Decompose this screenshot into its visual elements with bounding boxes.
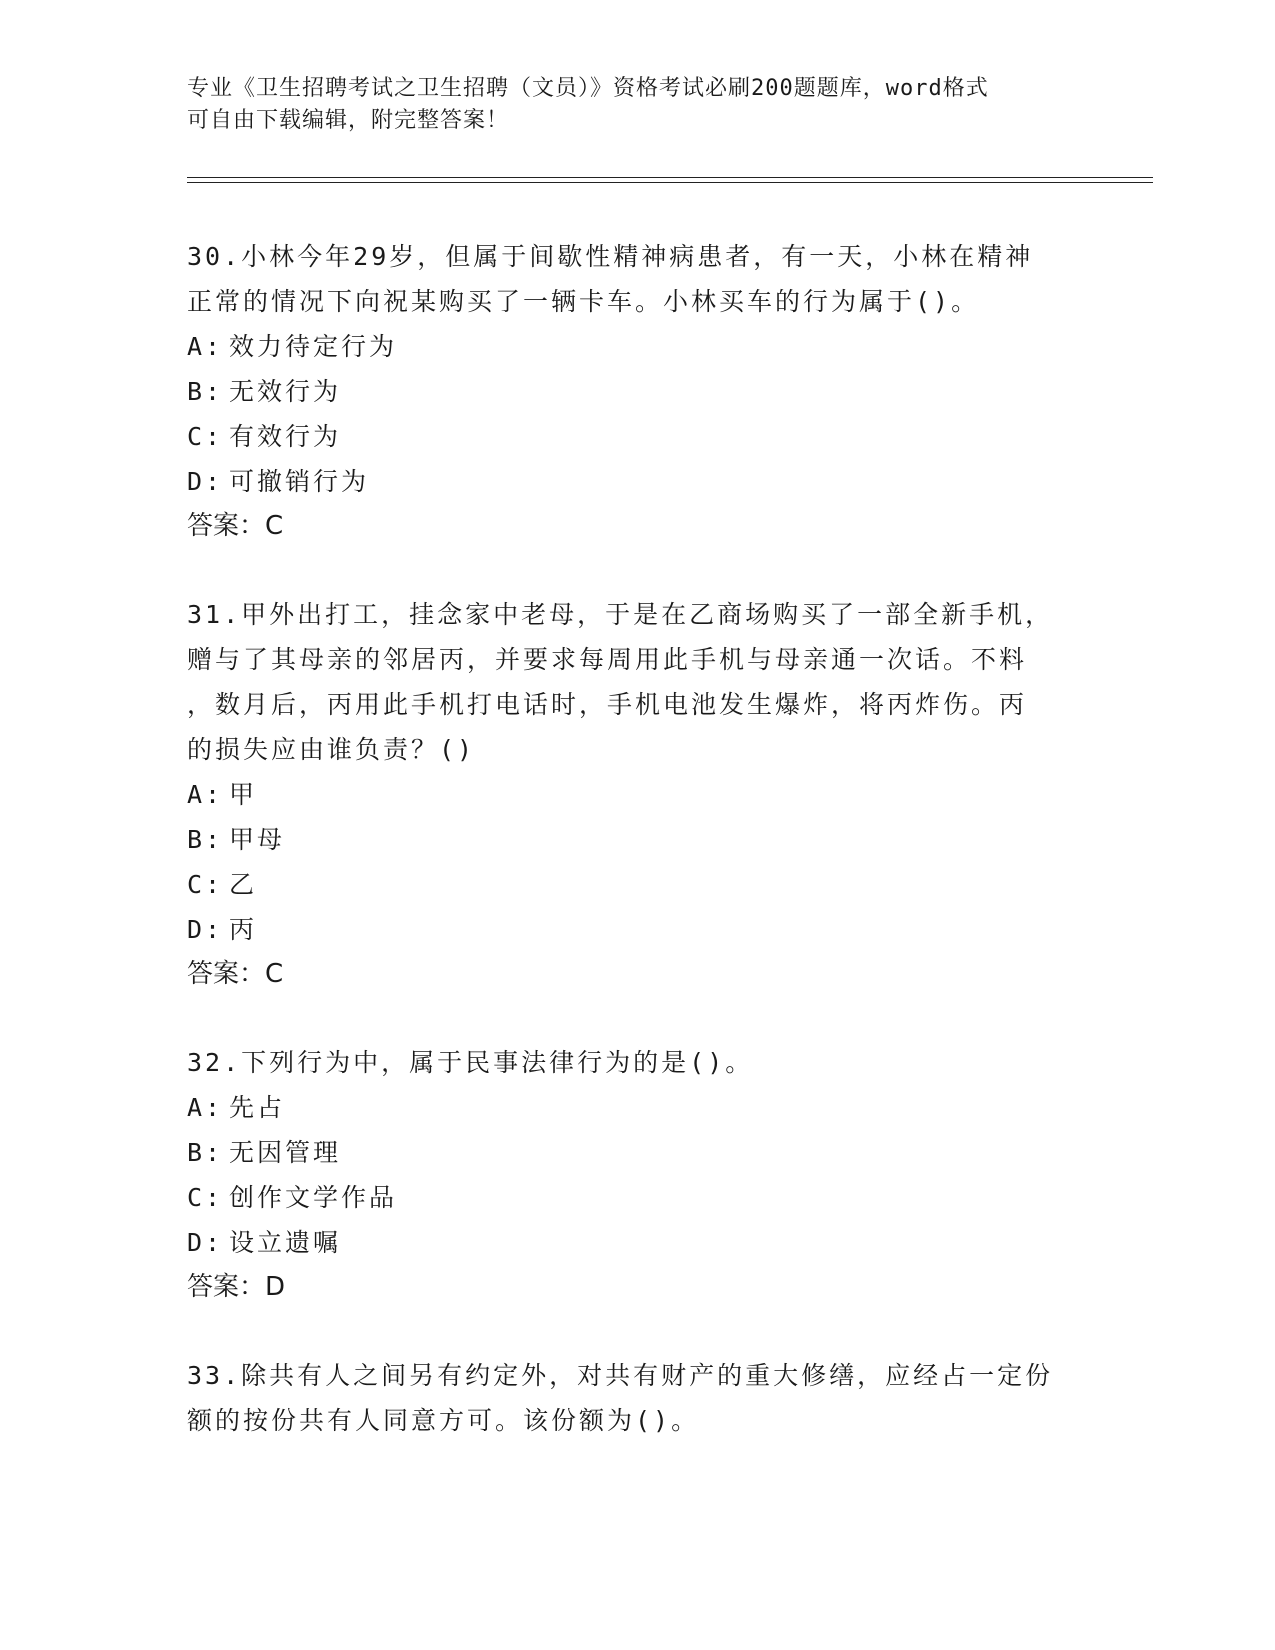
option-text: 无效行为 — [229, 377, 342, 406]
option-c — [187, 414, 1087, 459]
option-a — [187, 772, 1087, 817]
question-30 — [187, 234, 1087, 549]
option-letter: B: — [187, 1138, 224, 1167]
option-text: 效力待定行为 — [229, 332, 398, 361]
question-stem-line: 额的按份共有人同意方可。该份额为()。 — [187, 1406, 700, 1435]
question-stem-line: 赠与了其母亲的邻居丙，并要求每周用此手机与母亲通一次话。不料 — [187, 645, 1028, 674]
question-list — [187, 234, 1087, 1486]
option-text: 可撤销行为 — [229, 467, 370, 496]
option-letter: B: — [187, 825, 224, 854]
option-b — [187, 817, 1087, 862]
option-letter: D: — [187, 915, 224, 944]
option-letter: A: — [187, 332, 224, 361]
question-32 — [187, 1040, 1087, 1310]
question-31 — [187, 592, 1087, 997]
option-b — [187, 1130, 1087, 1175]
option-letter: A: — [187, 780, 224, 809]
option-text: 先占 — [229, 1093, 286, 1122]
option-text: 有效行为 — [229, 422, 342, 451]
option-b — [187, 369, 1087, 414]
header-line-1: 专业《卫生招聘考试之卫生招聘（文员）》资格考试必刷200题题库，word格式 — [187, 76, 989, 101]
option-letter: A: — [187, 1093, 224, 1122]
answer-line: 答案：C — [187, 959, 284, 989]
option-text: 丙 — [229, 915, 258, 944]
question-stem-line: 31.甲外出打工，挂念家中老母，于是在乙商场购买了一部全新手机， — [187, 600, 1054, 629]
option-a — [187, 1085, 1087, 1130]
option-letter: C: — [187, 422, 224, 451]
header-line-2: 可自由下载编辑，附完整答案！ — [187, 108, 510, 133]
option-letter: C: — [187, 1183, 224, 1212]
option-text: 甲母 — [229, 825, 286, 854]
question-stem-line: 33.除共有人之间另有约定外，对共有财产的重大修缮，应经占一定份 — [187, 1361, 1054, 1390]
option-letter: D: — [187, 1228, 224, 1257]
header-divider-top — [187, 177, 1153, 178]
question-stem-line: 32.下列行为中，属于民事法律行为的是()。 — [187, 1048, 754, 1077]
document-header — [187, 73, 1067, 137]
answer-line: 答案：C — [187, 511, 284, 541]
option-d — [187, 1220, 1087, 1265]
question-stem-line: 的损失应由谁负责？() — [187, 735, 476, 764]
option-a — [187, 324, 1087, 369]
option-letter: D: — [187, 467, 224, 496]
option-text: 无因管理 — [229, 1138, 342, 1167]
option-text: 创作文学作品 — [229, 1183, 398, 1212]
option-text: 乙 — [229, 870, 258, 899]
option-d — [187, 459, 1087, 504]
option-letter: C: — [187, 870, 224, 899]
question-stem-line: ，数月后，丙用此手机打电话时，手机电池发生爆炸，将丙炸伤。丙 — [187, 690, 1028, 719]
option-letter: B: — [187, 377, 224, 406]
option-text: 设立遗嘱 — [229, 1228, 342, 1257]
option-c — [187, 862, 1087, 907]
header-divider-bottom — [187, 182, 1153, 183]
answer-line: 答案：D — [187, 1272, 286, 1302]
question-33 — [187, 1353, 1087, 1443]
question-stem-line: 正常的情况下向祝某购买了一辆卡车。小林买车的行为属于()。 — [187, 287, 980, 316]
option-d — [187, 907, 1087, 952]
question-stem-line: 30.小林今年29岁，但属于间歇性精神病患者，有一天，小林在精神 — [187, 242, 1034, 271]
option-text: 甲 — [229, 780, 258, 809]
option-c — [187, 1175, 1087, 1220]
